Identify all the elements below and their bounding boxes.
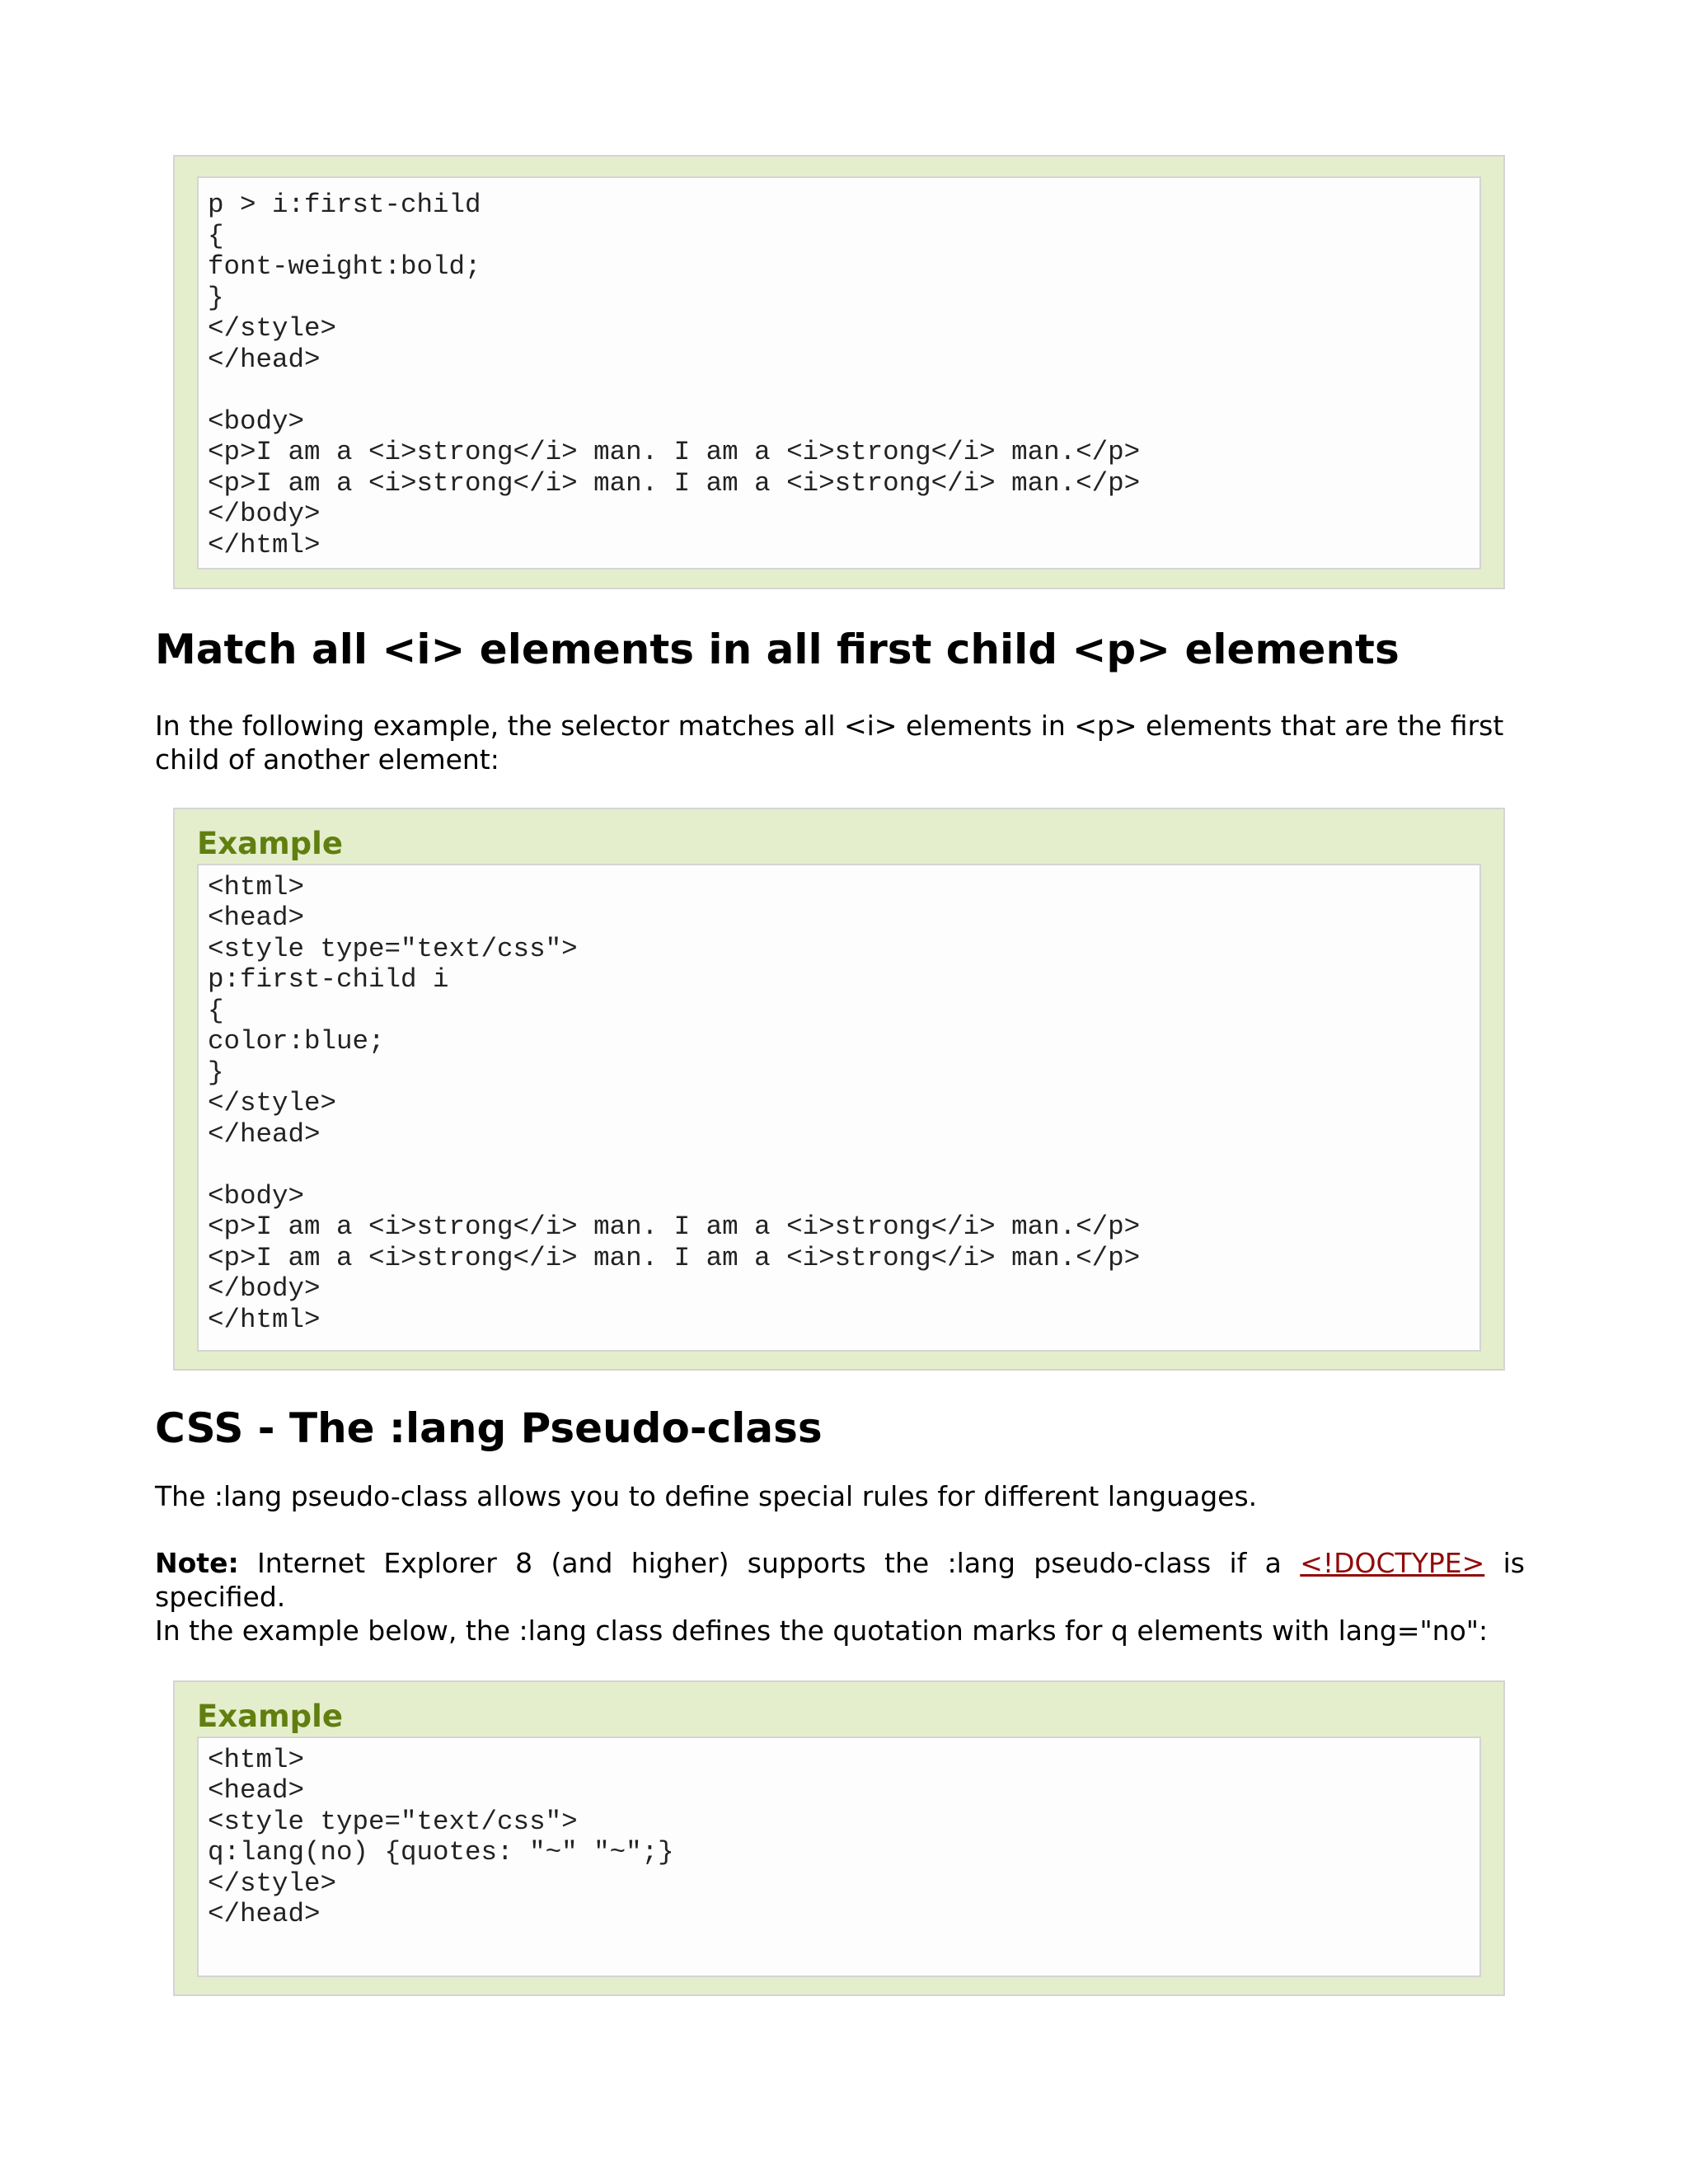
lang-example-intro: In the example below, the :lang class defines the quotation marks for q elements with lang="no":: [155, 1615, 1489, 1647]
code-line: <p>I am a <i>strong</i> man. I am a <i>strong</i> man.</p>: [208, 1212, 1141, 1242]
code-line: </style>: [208, 1088, 337, 1118]
example-title: Example: [197, 826, 343, 861]
code-line: }: [208, 1057, 224, 1088]
code-line: </html>: [208, 1305, 321, 1335]
code-line: <p>I am a <i>strong</i> man. I am a <i>strong</i> man.</p>: [208, 468, 1141, 499]
code-line: </body>: [208, 499, 321, 529]
code-line: </body>: [208, 1273, 321, 1304]
note-text: Internet Explorer 8 (and higher) supports the :lang pseudo-class if a: [238, 1547, 1301, 1579]
code-line: color:blue;: [208, 1026, 385, 1057]
section-heading-lang: CSS - The :lang Pseudo-class: [155, 1404, 823, 1452]
note-line: [155, 1546, 1525, 1580]
code-line: {: [208, 221, 224, 251]
code-line: font-weight:bold;: [208, 251, 481, 282]
code-line: <html>: [208, 872, 305, 902]
code-line: q:lang(no) {quotes: "~" "~";}: [208, 1837, 674, 1868]
example-title: Example: [197, 1699, 343, 1734]
section-intro: [155, 709, 1525, 776]
code-line: <p>I am a <i>strong</i> man. I am a <i>strong</i> man.</p>: [208, 437, 1141, 467]
code-panel-2: [197, 864, 1481, 1352]
section-intro-line: In the following example, the selector matches all <i> elements in <p> elements that are the first: [155, 710, 1504, 742]
code-line: <body>: [208, 1181, 305, 1212]
code-line: </head>: [208, 344, 321, 375]
code-line: </html>: [208, 530, 321, 560]
code-line: <style type="text/css">: [208, 934, 578, 964]
example-box-3: [173, 1680, 1505, 1996]
note-line-2: specified.: [155, 1581, 286, 1613]
note-after: is: [1484, 1547, 1525, 1579]
note-label: Note:: [155, 1547, 239, 1579]
lang-intro: The :lang pseudo-class allows you to define special rules for different languages.: [155, 1480, 1258, 1512]
code-line: p > i:first-child: [208, 190, 481, 220]
code-line: p:first-child i: [208, 964, 449, 995]
code-line: <body>: [208, 406, 305, 437]
code-panel-3: [197, 1736, 1481, 1977]
doctype-link[interactable]: <!DOCTYPE>: [1300, 1547, 1485, 1579]
section-intro-line: child of another element:: [155, 743, 499, 776]
code-line: <head>: [208, 902, 305, 933]
code-line: </head>: [208, 1899, 321, 1929]
example-box-1: [173, 155, 1505, 589]
note-paragraph: [155, 1546, 1525, 1647]
code-line: </style>: [208, 313, 337, 344]
code-line: <p>I am a <i>strong</i> man. I am a <i>strong</i> man.</p>: [208, 1243, 1141, 1273]
code-panel-1: [197, 176, 1481, 569]
code-line: </style>: [208, 1868, 337, 1899]
section-heading-first-child: Match all <i> elements in all first child <p> elements: [155, 626, 1400, 673]
code-line: </head>: [208, 1119, 321, 1150]
code-line: <style type="text/css">: [208, 1807, 578, 1837]
code-line: }: [208, 283, 224, 313]
code-line: {: [208, 996, 224, 1026]
example-box-2: [173, 808, 1505, 1371]
code-line: <html>: [208, 1745, 305, 1775]
code-line: <head>: [208, 1775, 305, 1806]
